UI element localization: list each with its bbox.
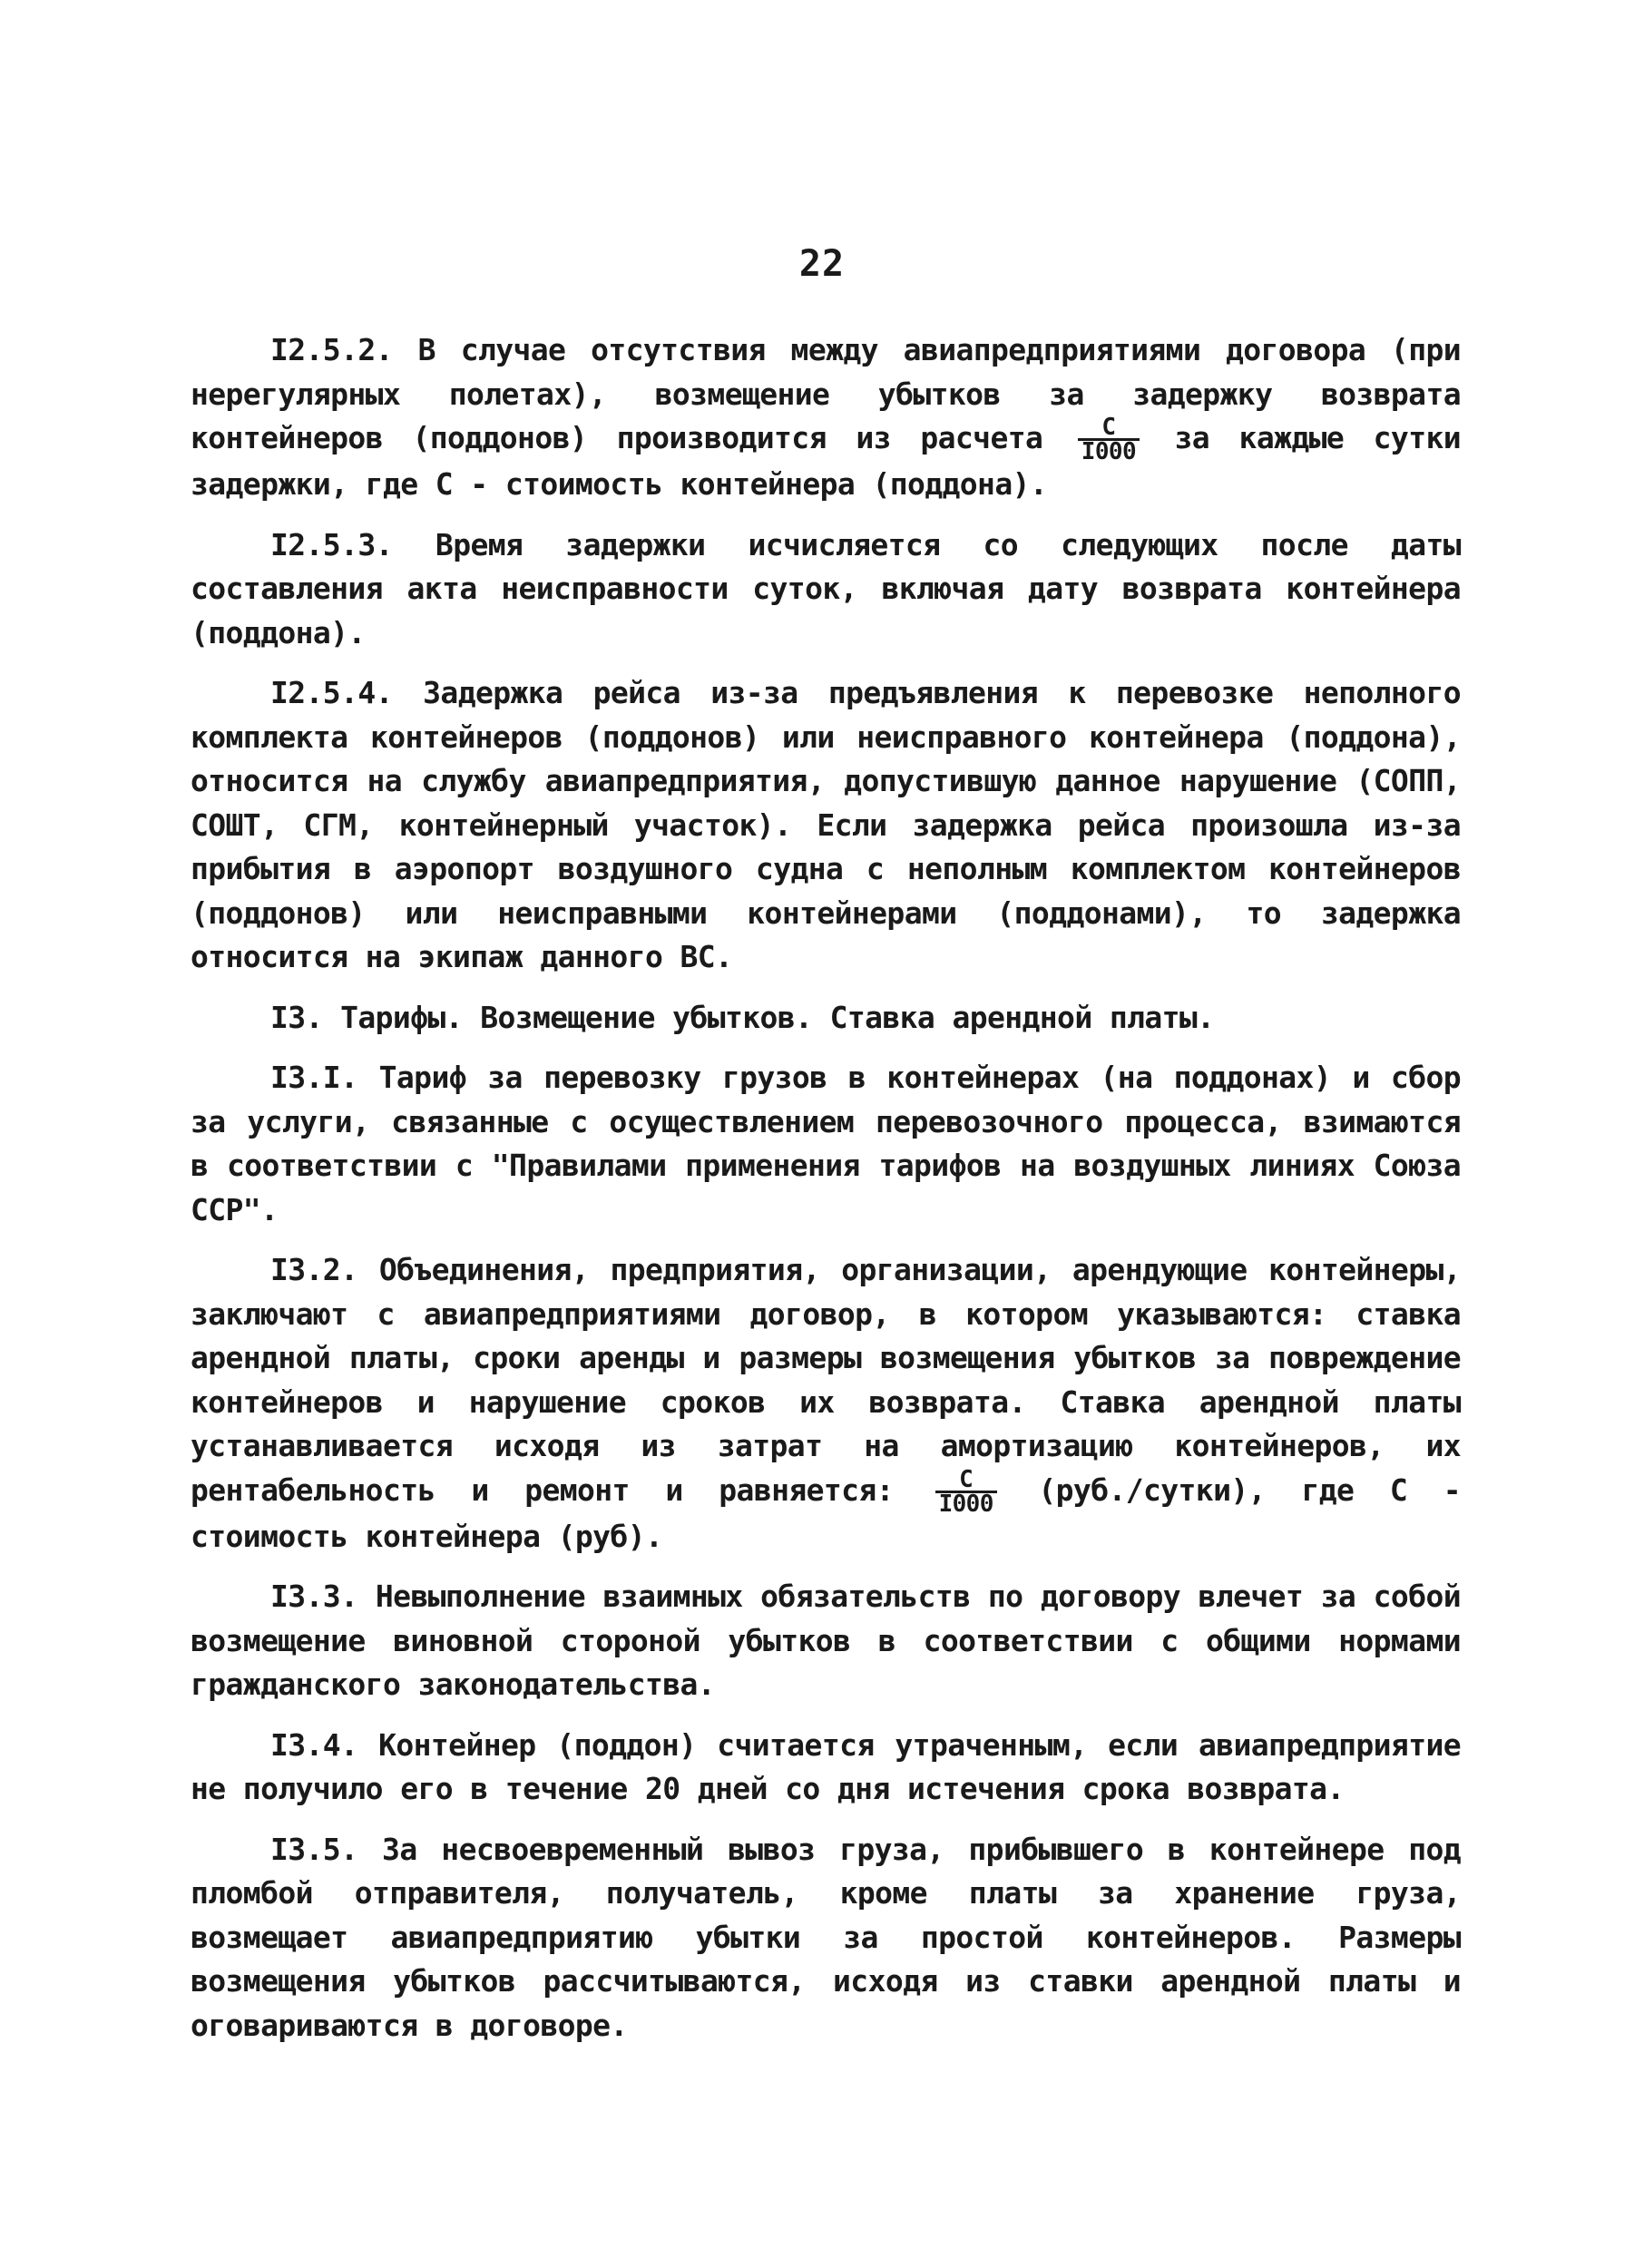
fraction-denominator: I000 <box>1081 438 1136 465</box>
paragraph-13-2 <box>191 1248 1461 1559</box>
fraction-c-over-1000 <box>935 1465 997 1518</box>
document-body <box>191 328 1461 2064</box>
paragraph-13-1: I3.I. Тариф за перевозку грузов в контейнерах (на поддонах) и сбор за услуги, связанные с осуществлением перевозочного процесса, взимаются в соответствии с "Правилами применения тарифов на воздушных линиях Союза ССР". <box>191 1060 1461 1227</box>
paragraph-text: (руб./сутки), где С - стоимость контейнера (руб). <box>191 1471 1461 1554</box>
page-number: 22 <box>798 243 846 285</box>
paragraph-13-4: I3.4. Контейнер (поддон) считается утраченным, если авиапредприятие не получило его в течение 20 дней со дня истечения срока возврата. <box>191 1726 1461 1806</box>
paragraph-text: I2.5.2. В случае отсутствия между авиапредприятиями договора (при нерегулярных полетах), возмещение убытков за задержку возврата контейнеров (поддонов) производится из расчета <box>191 332 1461 455</box>
paragraph-13-3: I3.3. Невыполнение взаимных обязательств по договору влечет за собой возмещение виновной стороной убытков в соответствии с общими нормами гражданского законодательства. <box>191 1579 1461 1702</box>
fraction-denominator: I000 <box>938 1490 993 1518</box>
paragraph-12-5-3: I2.5.3. Время задержки исчисляется со следующих после даты составления акта неисправности суток, включая дату возврата контейнера (поддона). <box>191 526 1461 650</box>
paragraph-text: за каждые сутки задержки, где С - стоимость контейнера (поддона). <box>191 420 1461 502</box>
fraction-c-over-1000 <box>1078 416 1140 463</box>
paragraph-12-5-2 <box>191 328 1461 507</box>
paragraph-13-5: I3.5. За несвоевременный вывоз груза, прибывшего в контейнере под пломбой отправителя, получатель, кроме платы за хранение груза, возмещает авиапредприятию убытки за простой контейнеров. Размеры возмещения убытков рассчитываются, исходя из ставки арендной платы и оговариваются в договоре. <box>191 1831 1461 2043</box>
section-heading-13: I3. Тарифы. Возмещение убытков. Ставка арендной платы. <box>270 999 1215 1035</box>
fraction-numerator: C <box>1078 416 1140 441</box>
paragraph-text: I3.2. Объединения, предприятия, организации, арендующие контейнеры, заключают с авиапредприятиями договор, в котором указываются: ставка арендной платы, сроки аренды и размеры возмещения убытков за повреждение контейнеров и нарушение сроков их возврата. Ставка арендной платы устанавливается исходя из затрат на амортизацию контейнеров, их рентабельность и ремонт и равняется: <box>191 1252 1461 1508</box>
fraction-numerator: C <box>935 1469 997 1493</box>
paragraph-12-5-4: I2.5.4. Задержка рейса из-за предъявления к перевозке неполного комплекта контейнеров (поддонов) или неисправного контейнера (поддона), относится на службу авиапредприятия, допустившую данное нарушение (СОПП, СОШТ, СГМ, контейнерный участок). Если задержка рейса произошла из-за прибытия в аэропорт воздушного судна с неполным комплектом контейнеров (поддонов) или неисправными контейнерами (поддонами), то задержка относится на экипаж данного ВС. <box>191 675 1461 974</box>
